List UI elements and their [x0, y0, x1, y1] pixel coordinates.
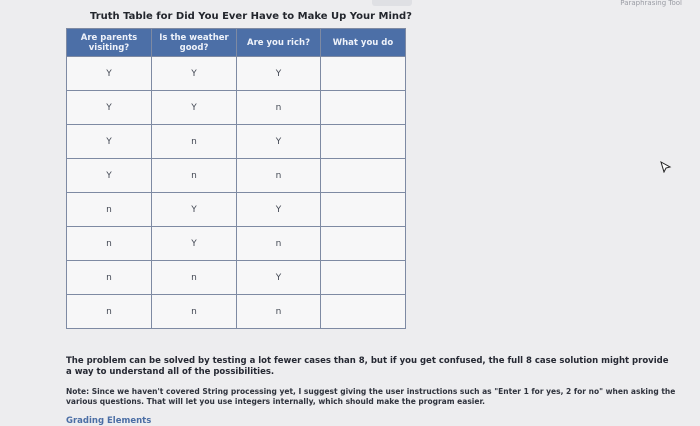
table-cell: Y	[152, 227, 237, 261]
header-are-you-rich: Are you rich?	[237, 29, 321, 57]
table-cell: Y	[67, 125, 152, 159]
table-cell: n	[152, 295, 237, 329]
header-what-you-do: What you do	[321, 29, 406, 57]
table-cell: n	[152, 125, 237, 159]
table-cell: Y	[237, 125, 321, 159]
table-cell: n	[152, 159, 237, 193]
table-cell: n	[67, 295, 152, 329]
table-cell: n	[152, 261, 237, 295]
toolbar-chip	[372, 0, 412, 6]
table-row	[67, 227, 406, 261]
table-cell: Y	[152, 57, 237, 91]
table-cell: Y	[237, 57, 321, 91]
table-row	[67, 295, 406, 329]
table-cell: Y	[67, 57, 152, 91]
table-cell: n	[237, 91, 321, 125]
table-cell: Y	[237, 193, 321, 227]
table-row	[67, 91, 406, 125]
table-cell: n	[237, 159, 321, 193]
table-cell: Y	[67, 159, 152, 193]
paraphrasing-tool-label[interactable]: Paraphrasing Tool	[620, 0, 682, 7]
table-cell: n	[67, 227, 152, 261]
table-cell	[321, 193, 406, 227]
table-row	[67, 193, 406, 227]
table-row	[67, 57, 406, 91]
string-processing-note: Note: Since we haven't covered String processing yet, I suggest giving the user instructions such as "Enter 1 for yes, 2 for no" when asking the various questions. That will let you use integers internally, which should make the program easier.	[66, 387, 676, 406]
table-cell	[321, 125, 406, 159]
table-cell	[321, 57, 406, 91]
table-row	[67, 125, 406, 159]
table-cell: n	[67, 261, 152, 295]
problem-description: The problem can be solved by testing a lot fewer cases than 8, but if you get confused, the full 8 case solution might provide a way to understand all of the possibilities.	[66, 356, 669, 377]
table-cell	[321, 295, 406, 329]
table-cell	[321, 91, 406, 125]
table-header-row	[67, 29, 406, 57]
header-weather-good: Is the weather good?	[152, 29, 237, 57]
table-row	[67, 159, 406, 193]
table-cell: n	[237, 227, 321, 261]
table-cell	[321, 261, 406, 295]
table-cell: Y	[152, 91, 237, 125]
table-cell: n	[237, 295, 321, 329]
table-cell: Y	[67, 91, 152, 125]
table-cell: Y	[237, 261, 321, 295]
browser-toolbar-fragment	[360, 0, 700, 10]
header-parents-visiting: Are parents visiting?	[67, 29, 152, 57]
table-body	[67, 57, 406, 329]
table-cell: n	[67, 193, 152, 227]
table-row	[67, 261, 406, 295]
grading-elements-heading: Grading Elements	[66, 416, 152, 426]
table-title: Truth Table for Did You Ever Have to Make Up Your Mind?	[90, 11, 412, 22]
mouse-pointer-icon	[660, 161, 672, 173]
table-cell	[321, 227, 406, 261]
table-cell	[321, 159, 406, 193]
truth-table	[66, 28, 406, 329]
table-cell: Y	[152, 193, 237, 227]
